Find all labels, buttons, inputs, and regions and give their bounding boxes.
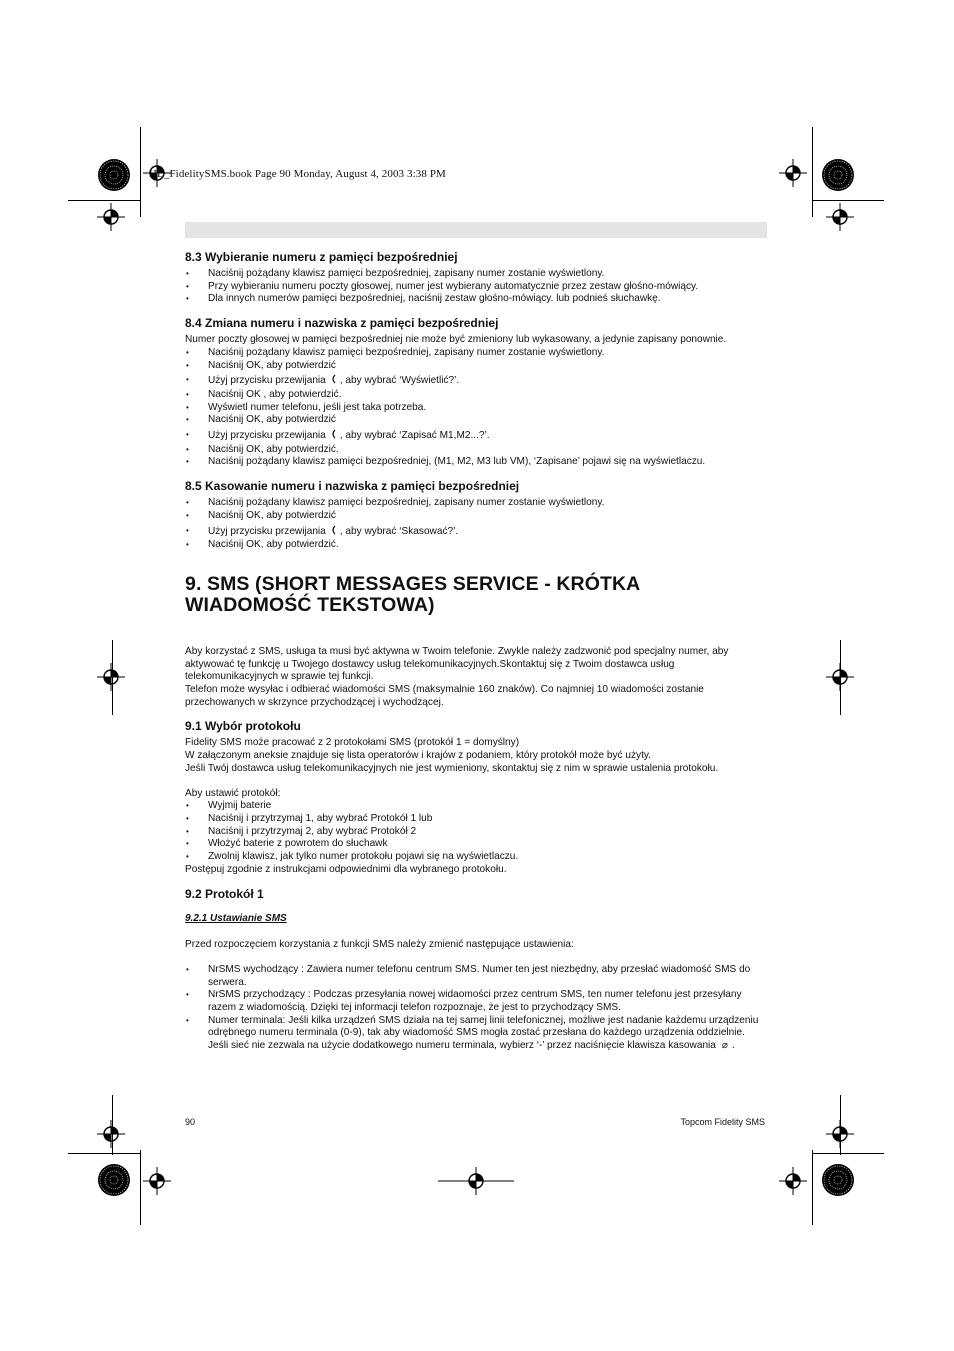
item-text: Użyj przycisku przewijania <box>208 375 326 387</box>
list-item: • Naciśnij i przytrzymaj 2, aby wybrać Protokół 2 <box>185 826 767 839</box>
item-text: Numer terminala: Jeśli kilka urządzeń SMS działa na tej samej linii telefonicznej, możliwe jest nadanie każdemu urządzeniu odrębnego numeru terminala (0-9), tak aby wiadomość SMS mogła zostać przesłana do każdego urządzenia oddzielnie. Jeśli sieć nie zezwala na użycie dodatkowego numeru terminala, wybierz ‘-’ przez naciśnięcie klawisza kasowania <box>208 1014 759 1052</box>
registration-target-icon <box>779 159 807 187</box>
paragraph: Telefon może wysyłac i odbierać wiadomości SMS (maksymalnie 160 znaków). Co najmniej 10 wiadomości zostanie przechowanych w skrzynce przychodzącej i wychodzącej. <box>185 684 704 708</box>
list-item: • Naciśnij pożądany klawisz pamięci bezpośredniej, (M1, M2, M3 lub VM), ‘Zapisane’ pojawi się na wyświetlaczu. <box>185 456 767 469</box>
registration-target-icon <box>826 663 854 691</box>
star-target-icon <box>98 1164 130 1196</box>
scroll-key-icon <box>330 525 337 535</box>
paragraph: Aby korzystać z SMS, usługa ta musi być aktywna w Twoim telefonie. Zwykle należy zadzwonić pod specjalny numer, aby aktywować tę funkcję u Twojego dostawcy usług telekomunikacyjnych.Skontaktuj się z Twoim dostawca usług telekomunikacyjnych w sprawie tej funkcji. <box>185 645 729 683</box>
registration-target-icon <box>97 663 125 691</box>
item-text: , aby wybrać ‘Wyświetlić?’. <box>339 375 460 387</box>
item-text: , aby wybrać ‘Zapisać M1,M2...?’. <box>339 430 490 442</box>
main-content <box>185 250 767 1053</box>
star-target-icon <box>98 159 130 191</box>
bullet-list <box>185 497 767 552</box>
section-title: 8.5 Kasowanie numeru i nazwiska z pamięci bezpośredniej <box>185 479 520 494</box>
registration-target-icon <box>779 1167 807 1195</box>
footer-product: Topcom Fidelity SMS <box>680 1117 765 1127</box>
paragraph: Fidelity SMS może pracować z 2 protokołami SMS (protokół 1 = domyślny) <box>185 737 520 749</box>
star-target-icon <box>822 1164 854 1196</box>
book-header: HL_FidelitySMS.book Page 90 Monday, August 4, 2003 3:38 PM <box>149 168 446 180</box>
list-item: • NrSMS wychodzący : Zawiera numer telefonu centrum SMS. Numer ten jest niezbędny, aby przesłać wiadomość SMS do serwera. <box>185 964 767 989</box>
star-target-icon <box>822 159 854 191</box>
section-8-5 <box>185 479 767 552</box>
paragraph: Numer poczty głosowej w pamięci bezpośredniej nie może być zmieniony lub wykasowany, a jedynie zapisany ponownie. <box>185 334 727 346</box>
paragraph: W załączonym aneksie znajduje się lista operatorów i krajów z podaniem, który protokół może być użyty. <box>185 750 652 762</box>
section-title: 9.1 Wybór protokołu <box>185 719 301 734</box>
list-item: • Naciśnij pożądany klawisz pamięci bezpośredniej, zapisany numer zostanie wyświetlony. <box>185 347 767 360</box>
bullet-list <box>185 800 767 864</box>
list-item: • Wyjmij baterie <box>185 800 767 813</box>
list-item: • Naciśnij i przytrzymaj 1, aby wybrać Protokół 1 lub <box>185 813 767 826</box>
list-item <box>185 1015 767 1053</box>
bullet-list <box>185 964 767 1053</box>
section-9-2 <box>185 887 767 1053</box>
list-item: • Naciśnij OK, aby potwierdzić. <box>185 539 767 552</box>
paragraph: Jeśli Twój dostawca usług telekomunikacyjnych nie jest wymieniony, skontaktuj się z nim w sprawie ustalenia protokołu. <box>185 762 719 774</box>
list-item: • Naciśnij OK, aby potwierdzić <box>185 360 767 373</box>
registration-target-icon <box>826 1120 854 1148</box>
section-8-4 <box>185 316 767 469</box>
chapter-title: 9. SMS (SHORT MESSAGES SERVICE - KRÓTKA WIADOMOŚĆ TEKSTOWA) <box>185 572 640 616</box>
item-text: , aby wybrać ‘Skasować?’. <box>339 525 459 537</box>
list-item: • Naciśnij OK, aby potwierdzić <box>185 414 767 427</box>
registration-target-icon <box>97 203 125 231</box>
paragraph: Przed rozpoczęciem korzystania z funkcji SMS należy zmienić następujące ustawienia: <box>185 939 574 951</box>
section-title: 9.2 Protokół 1 <box>185 886 264 901</box>
item-text: . <box>731 1040 735 1052</box>
paragraph: Postępuj zgodnie z instrukcjami odpowiednimi dla wybranego protokołu. <box>185 863 507 875</box>
list-item <box>185 429 767 443</box>
list-item: • Przy wybieraniu numeru poczty głosowej, numer jest wybierany automatycznie przez zestaw głośno-mówiący. <box>185 281 767 294</box>
section-9-1 <box>185 719 767 876</box>
list-item: • Dla innych numerów pamięci bezpośredniej, naciśnij zestaw głośno-mówiący. lub podnieś słuchawkę. <box>185 293 767 306</box>
list-item <box>185 374 767 388</box>
scroll-key-icon <box>330 429 337 439</box>
section-title: 8.3 Wybieranie numeru z pamięci bezpośredniej <box>185 250 458 264</box>
page-number: 90 <box>185 1117 196 1127</box>
item-text: Użyj przycisku przewijania <box>208 430 326 442</box>
list-item: • NrSMS przychodzący : Podczas przesyłania nowej widaomości przez centrum SMS, ten numer telefonu jest przesyłany razem z wiadomością. Dzięki tej informacji telefon rozpoznaje, że jest to przychodzący SMS. <box>185 989 767 1014</box>
registration-target-icon <box>143 1167 171 1195</box>
list-item: • Naciśnij OK , aby potwierdzić. <box>185 389 767 402</box>
subsection-title: 9.2.1 Ustawianie SMS <box>185 912 287 924</box>
list-item: • Włożyć baterie z powrotem do słuchawk <box>185 838 767 851</box>
bullet-list <box>185 347 767 469</box>
list-item: • Naciśnij pożądany klawisz pamięci bezpośredniej, zapisany numer zostanie wyświetlony. <box>185 497 767 510</box>
registration-target-icon <box>826 203 854 231</box>
list-item: • Naciśnij OK, aby potwierdzić. <box>185 444 767 457</box>
list-item: • Zwolnij klawisz, jak tylko numer protokołu pojawi się na wyświetlaczu. <box>185 851 767 864</box>
registration-target-icon <box>97 1120 125 1148</box>
section-8-3 <box>185 250 767 306</box>
bullet-list <box>185 268 767 306</box>
scroll-key-icon <box>330 374 337 384</box>
paragraph: Aby ustawić protokół: <box>185 787 281 799</box>
item-text: Użyj przycisku przewijania <box>208 525 326 537</box>
list-item: • Naciśnij pożądany klawisz pamięci bezpośredniej, zapisany numer zostanie wyświetlony. <box>185 268 767 281</box>
header-band <box>185 222 767 238</box>
cancel-key-icon: ⌀ <box>721 1040 728 1052</box>
section-title: 8.4 Zmiana numeru i nazwiska z pamięci bezpośredniej <box>185 316 499 331</box>
list-item: • Wyświetl numer telefonu, jeśli jest taka potrzeba. <box>185 402 767 415</box>
list-item: • Naciśnij OK, aby potwierdzić <box>185 510 767 523</box>
list-item <box>185 525 767 539</box>
